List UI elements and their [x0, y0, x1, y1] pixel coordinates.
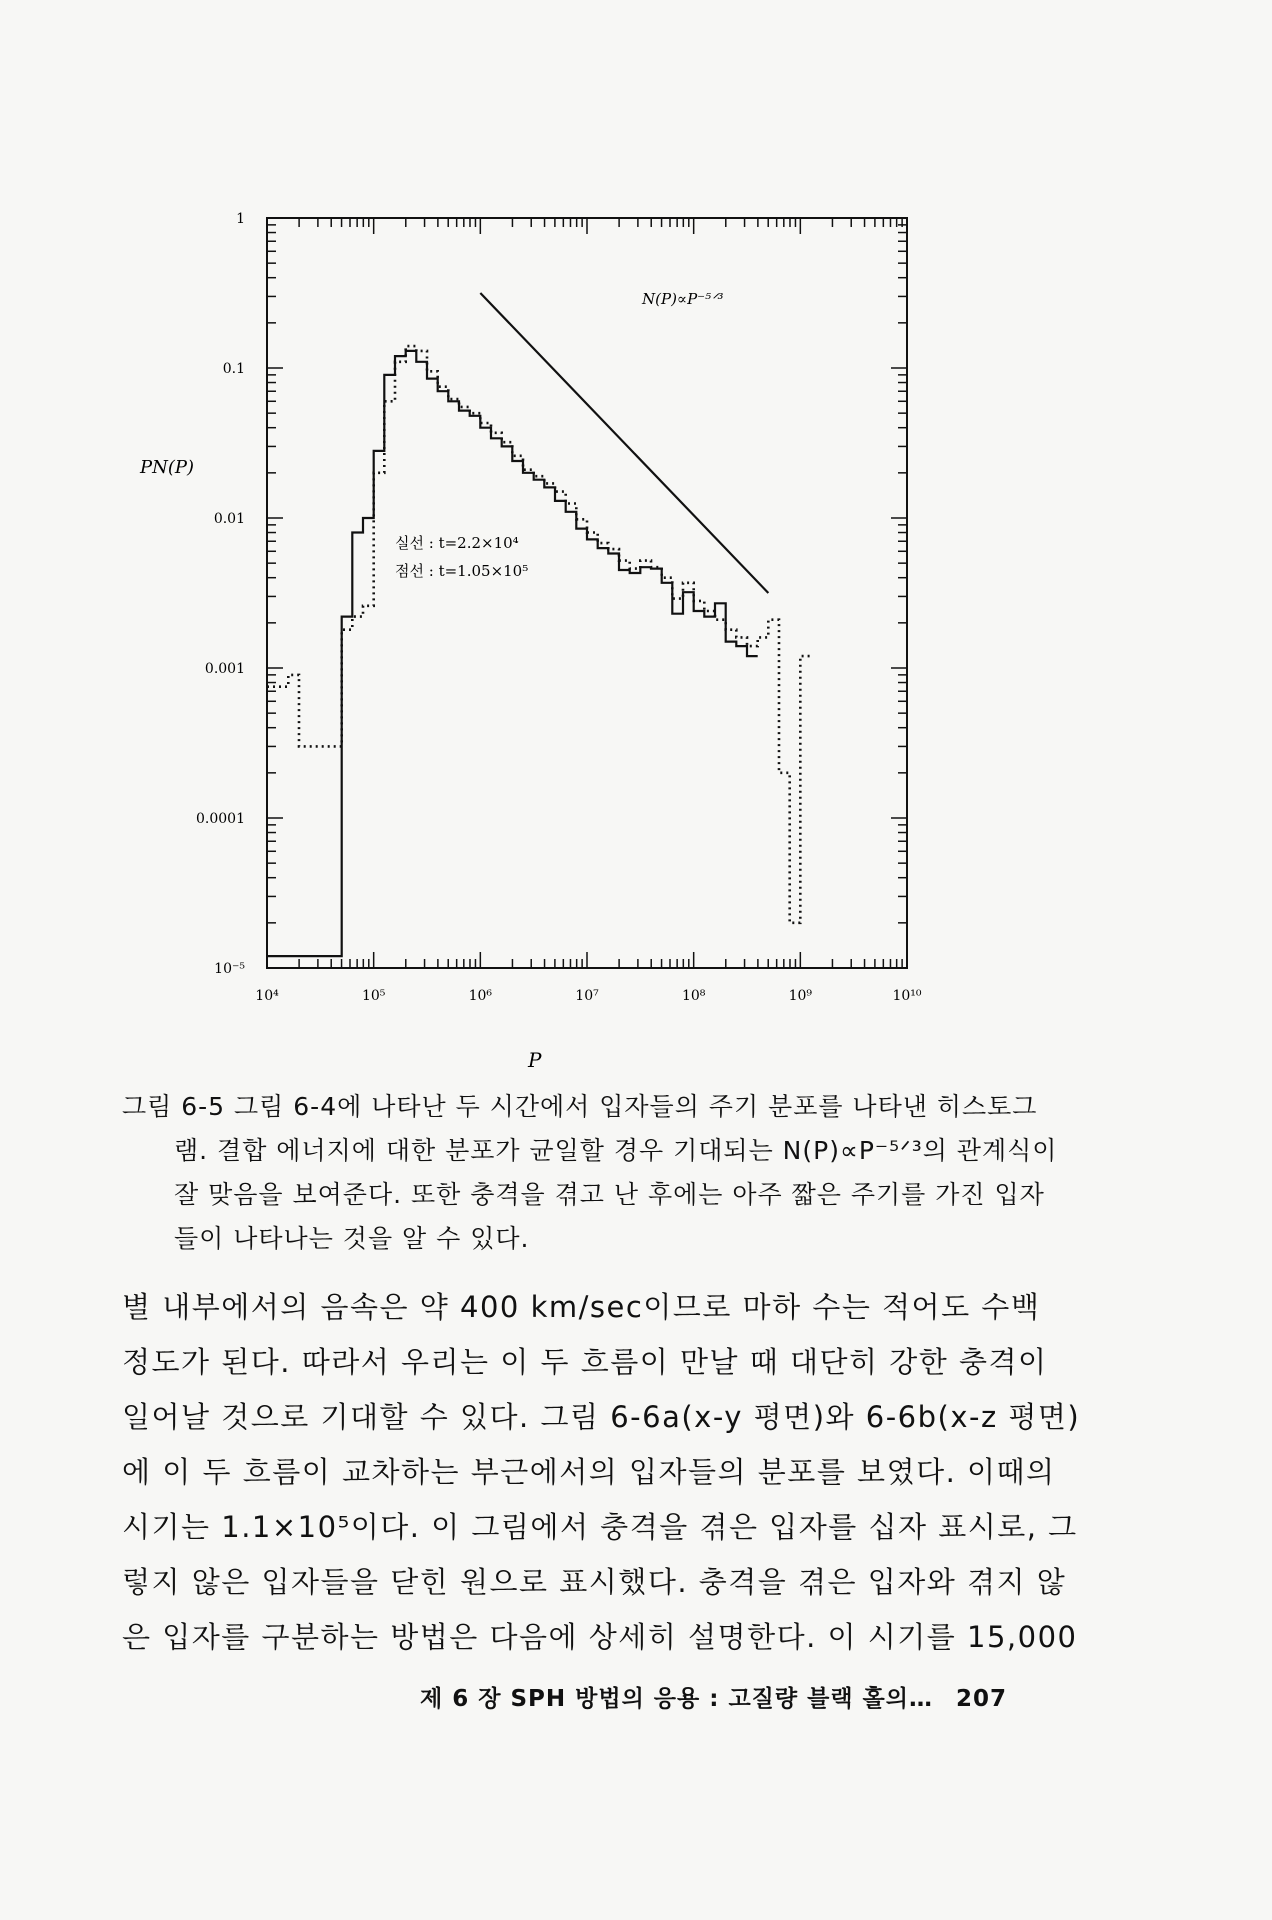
- body-line: 시기는 1.1×10⁵이다. 이 그림에서 충격을 겪은 입자를 십자 표시로, 그: [122, 1510, 1078, 1544]
- body-line: 일어날 것으로 기대할 수 있다. 그림 6-6a(x-y 평면)와 6-6b(x-z 평면): [122, 1400, 1081, 1434]
- y-tick-label: 0.01: [213, 511, 245, 527]
- x-tick-label: 10⁸: [681, 988, 706, 1004]
- series-dotted-histogram: [267, 346, 811, 923]
- series-solid-histogram: [267, 351, 758, 956]
- figure-caption: [122, 1085, 1092, 1261]
- caption-line: 들이 나타나는 것을 알 수 있다.: [174, 1224, 530, 1253]
- running-footer: [420, 1680, 1040, 1713]
- axis-ticks: [267, 218, 907, 968]
- y-tick-label: 0.1: [222, 361, 245, 377]
- y-tick-label: 0.0001: [196, 811, 245, 827]
- body-paragraph: [122, 1280, 1097, 1665]
- x-tick-labels: [255, 988, 922, 1004]
- legend-solid: 실선 : t=2.2×10⁴: [395, 534, 519, 552]
- histogram-figure: [140, 200, 1090, 1080]
- x-tick-label: 10¹⁰: [892, 988, 922, 1004]
- page-number: 207: [956, 1686, 1008, 1712]
- y-tick-labels: [196, 211, 245, 977]
- y-tick-label: 10⁻⁵: [214, 961, 245, 977]
- body-line: 렇지 않은 입자들을 닫힌 원으로 표시했다. 충격을 겪은 입자와 겪지 않: [122, 1565, 1067, 1599]
- caption-line: 램. 결합 에너지에 대한 분포가 균일할 경우 기대되는 N(P)∝P⁻⁵ᐟ³의 관계식이: [174, 1136, 1058, 1165]
- x-tick-label: 10⁴: [255, 988, 279, 1004]
- y-tick-label: 0.001: [204, 661, 245, 677]
- y-tick-label: 1: [236, 211, 245, 227]
- reference-slope-line: [480, 293, 768, 593]
- x-tick-label: 10⁶: [468, 988, 493, 1004]
- body-line: 은 입자를 구분하는 방법은 다음에 상세히 설명한다. 이 시기를 15,000: [122, 1620, 1078, 1654]
- plot-frame: [267, 218, 907, 968]
- legend-dotted: 점선 : t=1.05×10⁵: [395, 562, 529, 580]
- running-title: 제 6 장 SPH 방법의 응용 : 고질량 블랙 홀의…: [420, 1686, 933, 1712]
- x-tick-label: 10⁵: [361, 988, 386, 1004]
- caption-line: 잘 맞음을 보여준다. 또한 충격을 겪고 난 후에는 아주 짧은 주기를 가진 입자: [174, 1180, 1045, 1209]
- body-line: 별 내부에서의 음속은 약 400 km/sec이므로 마하 수는 적어도 수백: [122, 1290, 1041, 1324]
- reference-line-label: N(P)∝P⁻⁵ᐟ³: [642, 290, 724, 308]
- y-axis-label: PN(P): [140, 457, 195, 478]
- caption-line: 그림 6-5 그림 6-4에 나타난 두 시간에서 입자들의 주기 분포를 나타낸 히스토그: [122, 1092, 1038, 1121]
- body-line: 정도가 된다. 따라서 우리는 이 두 흐름이 만날 때 대단히 강한 충격이: [122, 1345, 1048, 1379]
- x-tick-label: 10⁷: [575, 988, 599, 1004]
- x-axis-label: P: [528, 1048, 542, 1072]
- body-line: 에 이 두 흐름이 교차하는 부근에서의 입자들의 분포를 보였다. 이때의: [122, 1455, 1056, 1489]
- x-tick-label: 10⁹: [788, 988, 813, 1004]
